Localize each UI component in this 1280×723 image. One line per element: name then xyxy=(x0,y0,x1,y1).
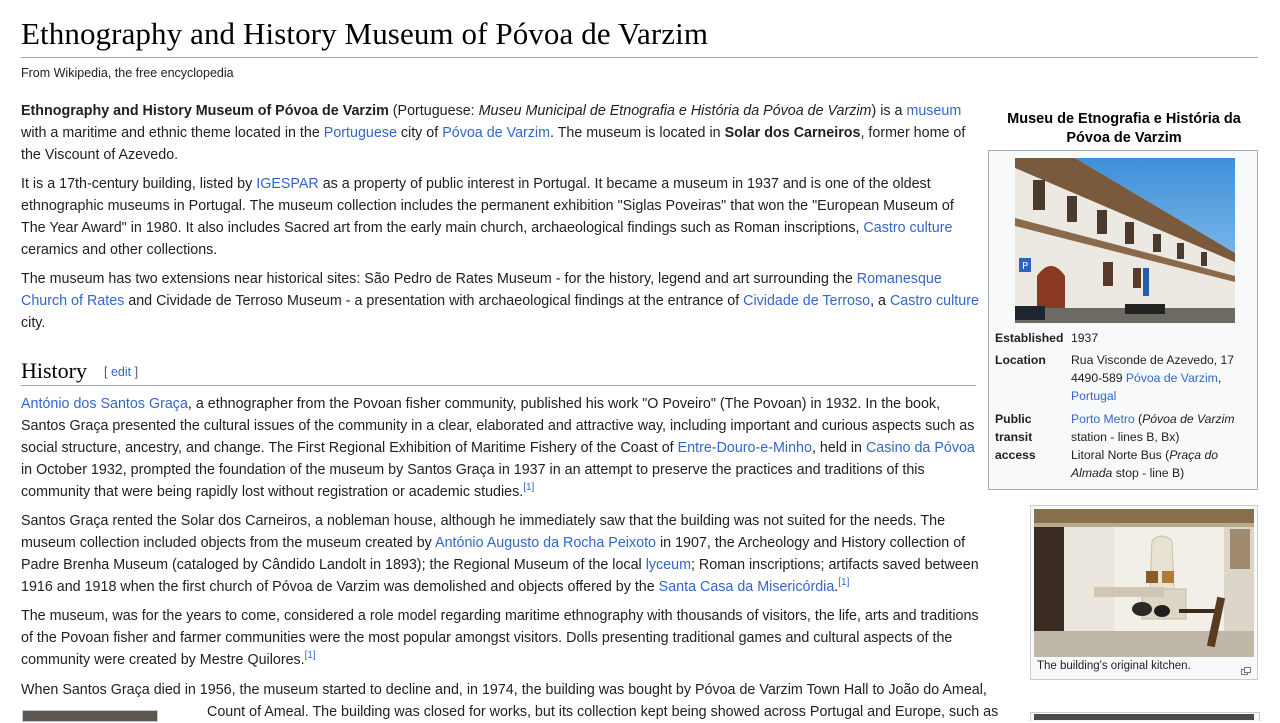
text: station - lines B, Bx) xyxy=(1071,430,1180,444)
station-name: Póvoa de Varzim xyxy=(1142,412,1235,426)
text: Santos Graça rented the Solar dos Carneiros, a nobleman house, although he immediately saw that the building was not suited for the needs. The museum collection included objects from the museum created by xyxy=(21,513,946,551)
transit-label: Public transit access xyxy=(995,412,1036,462)
location-value xyxy=(1071,351,1251,405)
bracket-close: ] xyxy=(131,365,139,379)
text: as a property of public interest in Portugal. It became a museum in 1937 and is one of the oldest ethnographic museums in Portugal. The museum collection includes the permanent exhibition "Siglas Poveiras" that won the "European Museum of The Year Award" in 1980. It also includes Sacred art from the early main church, archaeological findings such as Roman inscriptions, xyxy=(21,176,954,236)
link-povoa-de-varzim-infobox[interactable]: Póvoa de Varzim xyxy=(1125,371,1218,385)
link-lyceum[interactable]: lyceum xyxy=(645,557,691,573)
edit-link[interactable]: edit xyxy=(110,365,132,379)
text: (Portuguese: xyxy=(388,103,479,119)
bracket-open: [ xyxy=(104,365,111,379)
thumbnail-caption: The building's original kitchen. xyxy=(1037,660,1191,672)
infobox xyxy=(988,150,1258,490)
edit-section xyxy=(104,365,138,379)
text: city. xyxy=(21,315,46,331)
text: ceramics and other collections. xyxy=(21,242,218,258)
link-antonio-dos-santos-graca[interactable]: António dos Santos Graça xyxy=(21,396,188,412)
reference-link[interactable]: [1] xyxy=(523,482,535,494)
link-cividade-de-terroso[interactable]: Cividade de Terroso xyxy=(743,293,871,309)
solar-dos-carneiros: Solar dos Carneiros xyxy=(724,125,861,141)
partial-image-left xyxy=(22,710,158,722)
reference-link[interactable]: [1] xyxy=(838,577,850,589)
text: It is a 17th-century building, listed by xyxy=(21,176,257,192)
text: . xyxy=(834,579,839,595)
history-paragraph-1 xyxy=(21,393,981,503)
link-portugal[interactable]: Portugal xyxy=(1071,389,1117,403)
text: , a ethnographer from the Povoan fisher community, published his work "O Poveiro" (The Povoan) in 1932. In the book, Santos Graça presented the cultural issues of the community in a clear, elaborated and attractive way, including important and curious aspects such as social structure, ancestry, and change. The First Regional Exhibition of Maritime Fishery of the Coast of xyxy=(21,396,975,456)
established-label: Established xyxy=(995,331,1064,345)
text: ) is a xyxy=(871,103,907,119)
site-tagline: From Wikipedia, the free encyclopedia xyxy=(21,66,234,80)
infobox-caption: Museu de Etnografia e História da Póvoa de Varzim xyxy=(1007,111,1241,146)
text: The museum has two extensions near historical sites: São Pedro de Rates Museum - for the history, legend and art surrounding the xyxy=(21,271,857,287)
intro-paragraph-2 xyxy=(21,173,981,261)
location-label: Location xyxy=(995,353,1046,367)
section-heading-history xyxy=(21,356,976,386)
text: ( xyxy=(1134,412,1143,426)
text: , held in xyxy=(811,440,866,456)
link-porto-metro[interactable]: Porto Metro xyxy=(1071,412,1135,426)
link-igespar[interactable]: IGESPAR xyxy=(256,176,319,192)
link-castro-culture[interactable]: Castro culture xyxy=(863,220,953,236)
text: ; Roman inscriptions; artifacts saved between 1916 and 1918 when the first church of Póvoa de Varzim was demolished and objects offered by the xyxy=(21,557,979,595)
kitchen-photo[interactable] xyxy=(1034,509,1254,657)
history-paragraph-3 xyxy=(21,605,981,671)
portuguese-name: Museu Municipal de Etnografia e História da Póvoa de Varzim xyxy=(478,103,872,119)
link-museum[interactable]: museum xyxy=(906,103,962,119)
thumbnail-kitchen xyxy=(1030,505,1258,680)
reference-link[interactable]: [1] xyxy=(304,650,316,662)
text: Litoral Norte Bus ( xyxy=(1071,448,1170,462)
link-castro-culture-2[interactable]: Castro culture xyxy=(889,293,979,309)
link-povoa-de-varzim[interactable]: Póvoa de Varzim xyxy=(442,125,551,141)
text: , a xyxy=(870,293,890,309)
enlarge-icon[interactable] xyxy=(1241,662,1251,670)
text: in 1907, the Archeology and History collection of Padre Brenha Museum (cataloged by Cândido Landolt in 1893); the Regional Museum of the local xyxy=(21,535,966,573)
text: city of xyxy=(396,125,443,141)
intro-paragraph-1 xyxy=(21,100,981,166)
text: in October 1932, prompted the foundation of the museum by Santos Graça in 1937 in an attempt to preserve the practices and traditions of this community that were being rapidly lost without registration or academic studies. xyxy=(21,462,925,500)
svg-text:P: P xyxy=(1022,261,1029,272)
text: . The museum is located in xyxy=(550,125,725,141)
history-section xyxy=(21,393,981,678)
link-casino-da-povoa[interactable]: Casino da Póvoa xyxy=(865,440,975,456)
article-intro xyxy=(21,100,981,341)
link-portuguese[interactable]: Portuguese xyxy=(323,125,397,141)
link-romanesque-church[interactable]: Romanesque Church of Rates xyxy=(21,271,942,309)
link-santa-casa[interactable]: Santa Casa da Misericórdia xyxy=(658,579,835,595)
history-paragraph-4 xyxy=(21,679,1001,723)
text: Rua Visconde de Azevedo, 17 4490-589 xyxy=(1071,353,1235,385)
partial-image-right xyxy=(1034,714,1254,720)
text-line: When Santos Graça died in 1956, the museum started to decline and, in 1974, the building was bought by Póvoa de Varzim Town Hall to João do Ameal, xyxy=(21,682,987,698)
text: stop - line B) xyxy=(1112,466,1185,480)
text-line: Count of Ameal. The building was closed for works, but its collection kept being showed across Portugal and Europe, such as xyxy=(207,704,999,720)
text: and Cividade de Terroso Museum - a presentation with archaeological findings at the entrance of xyxy=(124,293,744,309)
text: The museum, was for the years to come, considered a role model regarding maritime ethnography with thousands of visitors, the life, arts and traditions of the Povoan fisher and farmer communities were the most popular amongst visitors. Dolls presenting traditional games and cultural aspects of the community were created by Mestre Quilores. xyxy=(21,608,979,668)
history-paragraph-2 xyxy=(21,510,981,598)
link-entre-douro-e-minho[interactable]: Entre-Douro-e-Minho xyxy=(677,440,812,456)
article-subject: Ethnography and History Museum of Póvoa de Varzim xyxy=(21,103,389,119)
page-title: Ethnography and History Museum of Póvoa de Varzim xyxy=(21,16,709,51)
text: with a maritime and ethnic theme located in the xyxy=(21,125,324,141)
established-value: 1937 xyxy=(1071,331,1099,345)
intro-paragraph-3 xyxy=(21,268,981,334)
text: , former home of the Viscount of Azevedo. xyxy=(21,125,966,163)
transit-value xyxy=(1071,410,1251,482)
text: , xyxy=(1217,371,1222,385)
stop-name: Praça do Almada xyxy=(1071,448,1218,480)
title-divider xyxy=(21,57,1258,58)
museum-building-photo[interactable] xyxy=(1015,158,1235,323)
link-rocha-peixoto[interactable]: António Augusto da Rocha Peixoto xyxy=(435,535,656,551)
section-title: History xyxy=(21,358,87,383)
